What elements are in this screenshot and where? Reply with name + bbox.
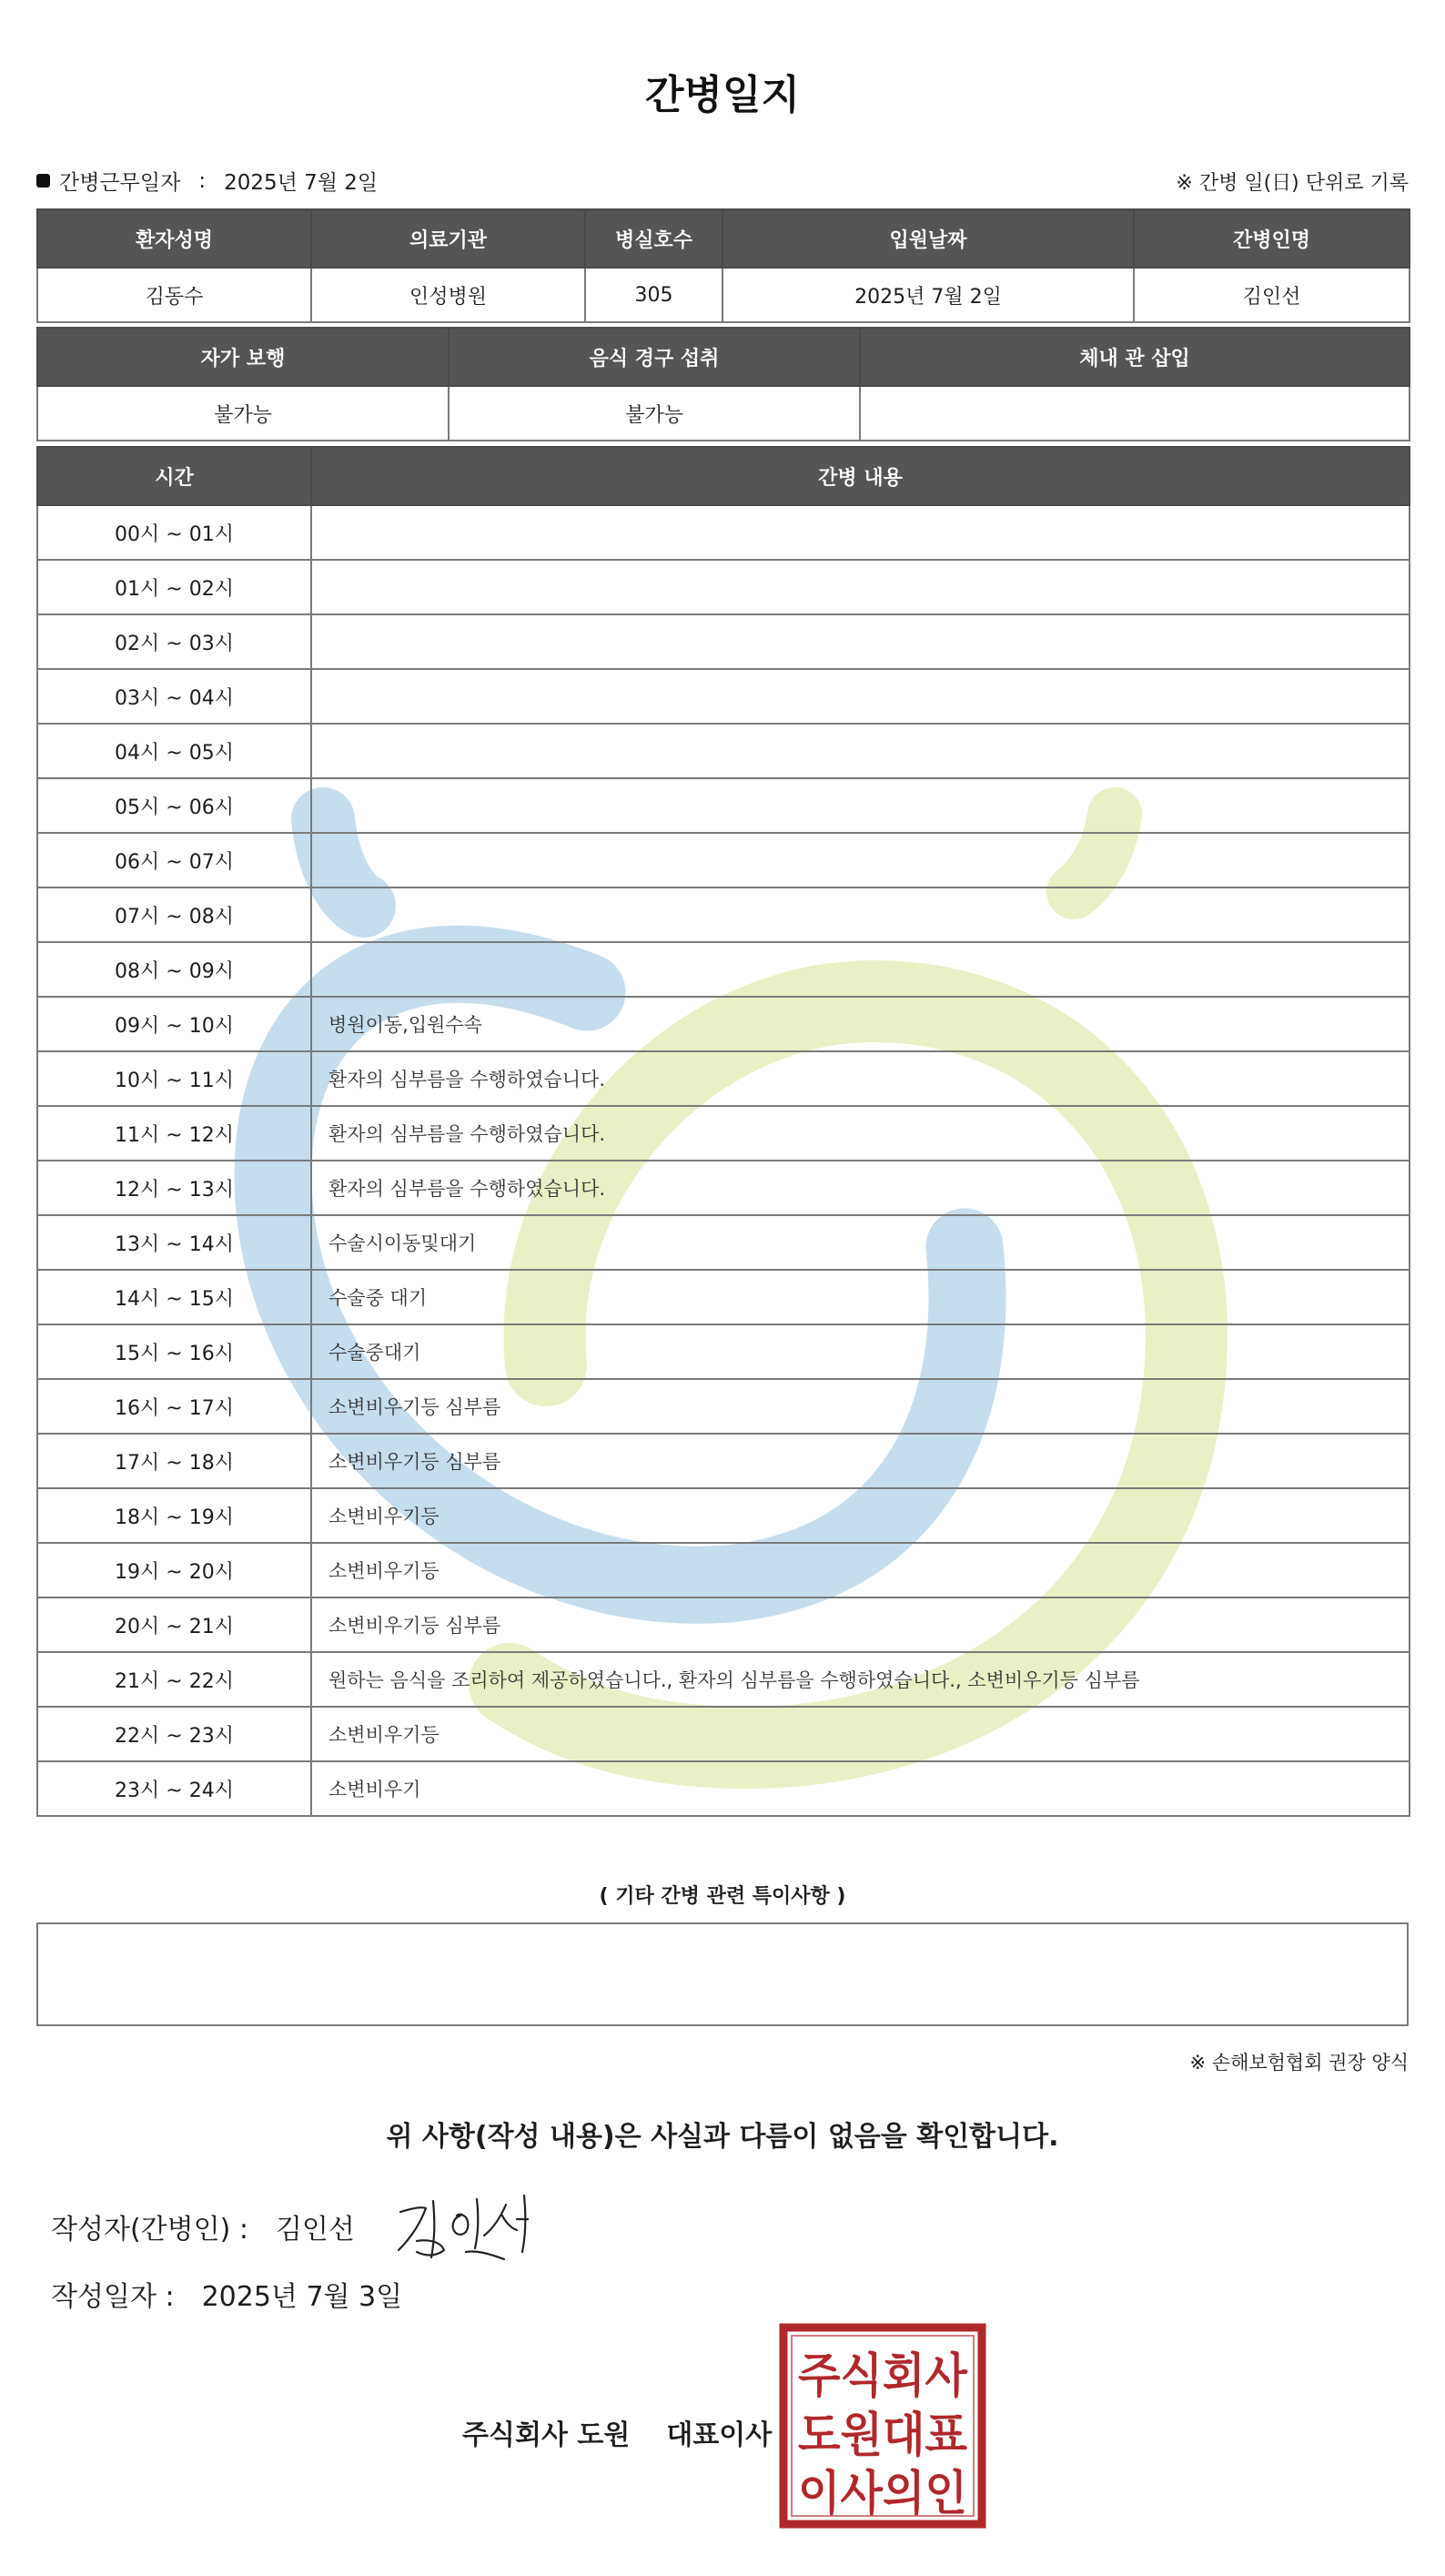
company-seal-stamp [779, 2323, 986, 2529]
care-log-row [37, 1215, 1410, 1270]
writer-label: 작성자(간병인) : [51, 2214, 248, 2246]
company-representative: 대표이사 [666, 2419, 773, 2451]
care-log-time: 05시 ~ 06시 [37, 778, 311, 833]
care-log-content: 환자의 심부름을 수행하였습니다. [311, 1161, 1410, 1215]
care-log-time: 17시 ~ 18시 [37, 1434, 311, 1488]
room-number: 305 [585, 268, 722, 322]
care-log-content: 소변비우기등 심부름 [311, 1434, 1410, 1488]
care-log-row [37, 724, 1410, 778]
unit-note: ※ 간병 일(日) 단위로 기록 [1176, 172, 1409, 195]
care-log-content: 환자의 심부름을 수행하였습니다. [311, 1051, 1410, 1106]
tube-insertion-value [860, 386, 1410, 441]
care-log-row [37, 1106, 1410, 1161]
confirmation-statement: 위 사항(작성 내용)은 사실과 다름이 없음을 확인합니다. [386, 2121, 1059, 2153]
care-log-row [37, 997, 1410, 1051]
care-log-time: 14시 ~ 15시 [37, 1270, 311, 1324]
care-log-time: 00시 ~ 01시 [37, 505, 311, 560]
care-log-row [37, 560, 1410, 614]
care-log-content: 수술중 대기 [311, 1270, 1410, 1324]
care-log-content [311, 887, 1410, 942]
admission-date: 2025년 7월 2일 [722, 268, 1134, 322]
care-log-time: 12시 ~ 13시 [37, 1161, 311, 1215]
care-log-content [311, 724, 1410, 778]
handwritten-signature [389, 2185, 544, 2267]
care-log-content: 소변비우기 [311, 1761, 1410, 1816]
care-log-time: 08시 ~ 09시 [37, 942, 311, 997]
header-room-number: 병실호수 [585, 209, 722, 268]
seal-line-1: 주식회사 [798, 2349, 968, 2404]
patient-status-value-row [37, 386, 1410, 441]
care-log-time: 21시 ~ 22시 [37, 1652, 311, 1707]
header-oral-intake: 음식 경구 섭취 [449, 328, 860, 386]
writer-line [51, 2206, 355, 2246]
care-log-time: 10시 ~ 11시 [37, 1051, 311, 1106]
care-log-row [37, 1270, 1410, 1324]
care-log-time: 23시 ~ 24시 [37, 1761, 311, 1816]
header-care-content: 간병 내용 [311, 447, 1410, 505]
care-log-row [37, 833, 1410, 887]
company-name: 주식회사 도원 [462, 2419, 631, 2451]
header-caregiver-name: 간병인명 [1134, 209, 1410, 268]
care-log-row [37, 1543, 1410, 1597]
hospital-name: 인성병원 [311, 268, 585, 322]
written-date-line [51, 2274, 402, 2314]
care-log-time: 16시 ~ 17시 [37, 1379, 311, 1434]
care-log-row [37, 1379, 1410, 1434]
care-log-time: 19시 ~ 20시 [37, 1543, 311, 1597]
remarks-box [36, 1922, 1409, 2026]
care-log-time: 11시 ~ 12시 [37, 1106, 311, 1161]
seal-line-3: 이사의인 [798, 2467, 967, 2521]
header-tube-insertion: 체내 관 삽입 [860, 328, 1410, 386]
work-date-colon: : [198, 168, 207, 193]
care-log-time: 09시 ~ 10시 [37, 997, 311, 1051]
care-log-row [37, 887, 1410, 942]
patient-status-header-row [37, 328, 1410, 386]
care-log-time: 04시 ~ 05시 [37, 724, 311, 778]
header-hospital: 의료기관 [311, 209, 585, 268]
work-date-label: 간병근무일자 [59, 171, 181, 195]
care-log-row [37, 1434, 1410, 1488]
care-log-content [311, 560, 1410, 614]
bullet-square-icon [36, 174, 50, 188]
care-log-row [37, 778, 1410, 833]
care-log-row [37, 1161, 1410, 1215]
care-log-content [311, 778, 1410, 833]
care-log-content: 수술중대기 [311, 1324, 1410, 1379]
oral-intake-value: 불가능 [449, 386, 860, 441]
care-log-row [37, 1707, 1410, 1761]
caregiver-name: 김인선 [1134, 268, 1410, 322]
care-log-row [37, 1761, 1410, 1816]
care-log-time: 07시 ~ 08시 [37, 887, 311, 942]
care-log-content: 원하는 음식을 조리하여 제공하였습니다., 환자의 심부름을 수행하였습니다., 소변비우기등 심부름 [311, 1652, 1410, 1707]
care-log-row [37, 942, 1410, 997]
work-date-value: 2025년 7월 2일 [224, 171, 379, 195]
patient-info-header-row [37, 209, 1410, 268]
header-time: 시간 [37, 447, 311, 505]
patient-info-table [36, 208, 1410, 323]
care-log-content: 환자의 심부름을 수행하였습니다. [311, 1106, 1410, 1161]
seal-line-2: 도원대표 [798, 2409, 967, 2463]
care-log-content: 소변비우기등 심부름 [311, 1379, 1410, 1434]
self-walking-value: 불가능 [37, 386, 449, 441]
header-self-walking: 자가 보행 [37, 328, 449, 386]
care-log-content [311, 833, 1410, 887]
care-log-content [311, 942, 1410, 997]
care-log-row [37, 1652, 1410, 1707]
form-source-note: ※ 손해보험협회 권장 양식 [1189, 2052, 1409, 2074]
care-log-row [37, 1051, 1410, 1106]
company-line [462, 2412, 772, 2452]
patient-info-value-row [37, 268, 1410, 322]
care-log-row [37, 1324, 1410, 1379]
written-date-label: 작성일자 : [51, 2281, 175, 2313]
care-log-time: 03시 ~ 04시 [37, 669, 311, 724]
care-log-content: 소변비우기등 [311, 1707, 1410, 1761]
care-log-row [37, 669, 1410, 724]
care-log-row [37, 1597, 1410, 1652]
care-log-content [311, 505, 1410, 560]
care-log-row [37, 614, 1410, 669]
care-log-time: 18시 ~ 19시 [37, 1488, 311, 1543]
writer-name: 김인선 [275, 2214, 355, 2246]
patient-status-table [36, 327, 1410, 441]
care-log-time: 13시 ~ 14시 [37, 1215, 311, 1270]
care-log-row [37, 505, 1410, 560]
care-log-time: 22시 ~ 23시 [37, 1707, 311, 1761]
document-title: 간병일지 [644, 72, 800, 118]
care-log-time: 15시 ~ 16시 [37, 1324, 311, 1379]
care-log-content [311, 669, 1410, 724]
header-admission-date: 입원날짜 [722, 209, 1134, 268]
written-date-value: 2025년 7월 3일 [201, 2281, 403, 2313]
care-log-content: 소변비우기등 심부름 [311, 1597, 1410, 1652]
care-log-time: 02시 ~ 03시 [37, 614, 311, 669]
hourly-care-log-table [36, 446, 1410, 1817]
care-log-time: 06시 ~ 07시 [37, 833, 311, 887]
care-log-time: 20시 ~ 21시 [37, 1597, 311, 1652]
care-log-content: 소변비우기등 [311, 1488, 1410, 1543]
care-log-content: 병원이동,입원수속 [311, 997, 1410, 1051]
header-patient-name: 환자성명 [37, 209, 311, 268]
care-log-content: 소변비우기등 [311, 1543, 1410, 1597]
care-log-content [311, 614, 1410, 669]
care-log-body [37, 505, 1410, 1816]
care-log-time: 01시 ~ 02시 [37, 560, 311, 614]
care-log-content: 수술시이동및대기 [311, 1215, 1410, 1270]
patient-name: 김동수 [37, 268, 311, 322]
care-log-row [37, 1488, 1410, 1543]
remarks-title: ( 기타 간병 관련 특이사항 ) [599, 1885, 846, 1908]
care-log-header-row [37, 447, 1410, 505]
work-date-line [36, 166, 378, 196]
